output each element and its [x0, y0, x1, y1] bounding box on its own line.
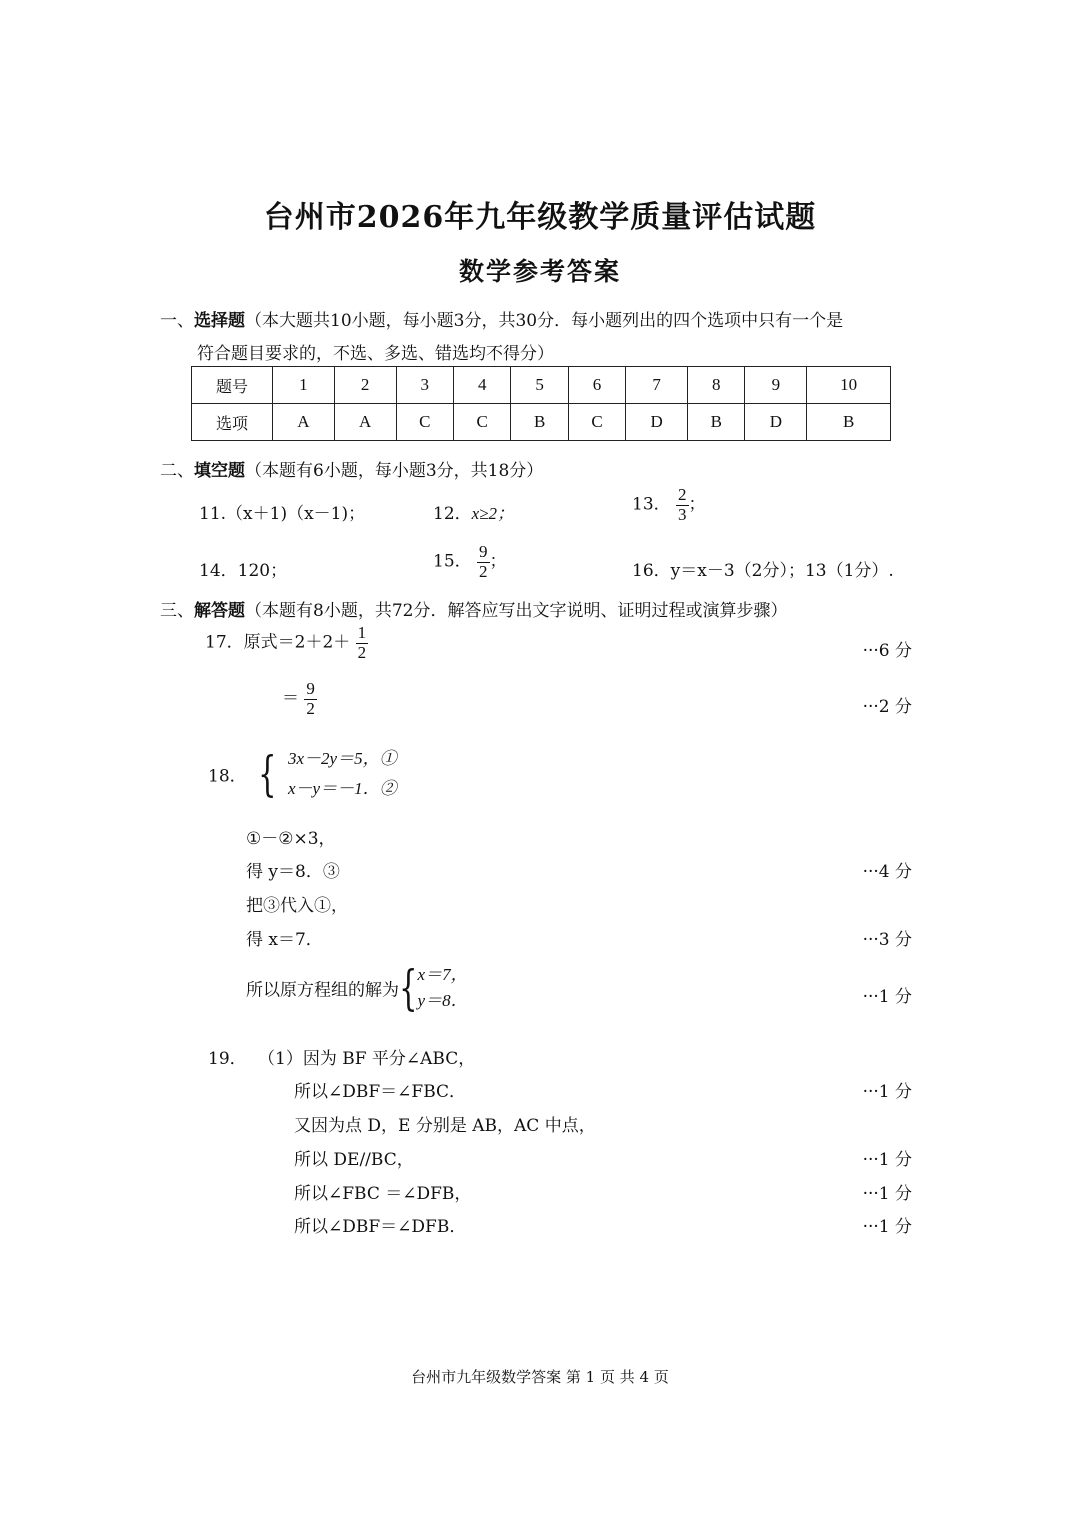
table-cell: 2: [334, 367, 396, 404]
section2-desc: （本题有6小题，每小题3分，共18分）: [245, 461, 544, 481]
q17-numerator2: 9: [306, 679, 315, 698]
table-cell: D: [626, 404, 688, 441]
table-header-cell: 题号: [192, 367, 273, 404]
table-cell: 6: [568, 367, 625, 404]
q13-fraction: [676, 486, 689, 524]
section3-desc: （本题有8小题，共72分．解答应写出文字说明、证明过程或演算步骤）: [245, 601, 788, 621]
section1-number: 一、: [160, 311, 194, 331]
table-cell: B: [511, 404, 568, 441]
q18-conclusion: [246, 962, 468, 1014]
answer-q11: 11.（x＋1)（x－1)；: [199, 504, 366, 524]
table-cell: C: [453, 404, 510, 441]
score-label: ···1 分: [862, 1150, 912, 1170]
table-cell: 8: [688, 367, 745, 404]
q15-tail: ；: [489, 551, 507, 572]
table-cell: 3: [396, 367, 453, 404]
q18-step4: 得 x＝7．: [246, 930, 323, 950]
table-header-cell: 选项: [192, 404, 273, 441]
table-cell: C: [568, 404, 625, 441]
section1-label: 选择题: [194, 311, 245, 331]
q19-number: 19．: [208, 1049, 247, 1069]
score-label: ···1 分: [862, 987, 912, 1007]
solution-1: x＝7，: [417, 965, 468, 984]
table-cell: 10: [807, 367, 891, 404]
answer-q16: 16．y＝x－3（2分）；13（1分）.: [632, 561, 894, 581]
q18-step3: 把③代入①，: [246, 896, 348, 916]
table-row: [192, 404, 891, 441]
section1-desc-line2: 符合题目要求的，不选、多选、错选均不得分）: [197, 344, 554, 364]
table-cell: C: [396, 404, 453, 441]
q15-fraction: [477, 543, 490, 581]
score-label: ···3 分: [862, 930, 912, 950]
q17-numerator1: 1: [357, 623, 367, 642]
solution-2: y＝8．: [417, 991, 468, 1010]
table-cell: B: [688, 404, 745, 441]
section3-heading: [160, 596, 787, 621]
score-label: ···6 分: [862, 641, 912, 661]
score-label: ···4 分: [862, 862, 912, 882]
q19-line5: 所以∠FBC ＝∠DFB，: [294, 1184, 472, 1204]
table-cell: 9: [745, 367, 807, 404]
document-subtitle: 数学参考答案: [458, 257, 621, 286]
q19-line1: （1）因为 BF 平分∠ABC，: [258, 1049, 476, 1069]
q17-line1: [205, 624, 368, 662]
q12-number: 12．: [433, 504, 472, 524]
q13-numerator: 2: [678, 485, 687, 504]
table-row: [192, 367, 891, 404]
equation-1: 3x－2y＝5，①: [288, 749, 397, 768]
q17-denominator2: 2: [306, 698, 315, 718]
q12-answer: x≥2；: [471, 504, 515, 523]
q19-line4: 所以 DE//BC，: [294, 1150, 414, 1170]
q17-denominator1: 2: [357, 642, 367, 662]
section1-desc: （本大题共10小题，每小题3分，共30分．每小题列出的四个选项中只有一个是: [245, 311, 844, 331]
answer-table: [191, 366, 891, 441]
q13-number: 13．: [632, 494, 671, 515]
section1-heading: [160, 306, 843, 331]
q15-number: 15．: [433, 551, 472, 572]
q13-tail: ；: [688, 494, 706, 515]
q17-fraction1: [356, 624, 369, 662]
table-cell: 4: [453, 367, 510, 404]
q18-number: 18．: [208, 766, 247, 787]
table-cell: 1: [273, 367, 335, 404]
answer-q13: [632, 486, 706, 524]
section2-label: 填空题: [194, 461, 245, 481]
left-brace-icon: {: [258, 746, 277, 802]
page-footer: 台州市九年级数学答案 第 1 页 共 4 页: [411, 1368, 669, 1386]
score-label: ···1 分: [862, 1082, 912, 1102]
q17-equals: ＝: [282, 688, 299, 709]
table-cell: 7: [626, 367, 688, 404]
q17-fraction2: [304, 680, 317, 718]
q15-denominator: 2: [479, 561, 488, 581]
document-title: 台州市2026年九年级教学质量评估试题: [263, 200, 817, 235]
section2-heading: [160, 456, 543, 481]
equation-2: x－y＝－1．②: [288, 779, 397, 798]
q19-line6: 所以∠DBF＝∠DFB．: [294, 1217, 467, 1237]
answer-q12: [433, 499, 514, 524]
q19-line2: 所以∠DBF＝∠FBC．: [294, 1082, 467, 1102]
section2-number: 二、: [160, 461, 194, 481]
q18-system: [208, 744, 397, 804]
score-label: ···2 分: [862, 697, 912, 717]
equation-system: [288, 744, 397, 804]
left-brace-icon: {: [399, 960, 418, 1016]
conclusion-text: 所以原方程组的解为: [246, 980, 399, 1001]
table-cell: A: [334, 404, 396, 441]
q17-prefix: 17．原式＝2＋2＋: [205, 632, 351, 653]
q19-line3: 又因为点 D，E 分别是 AB，AC 中点，: [294, 1116, 596, 1136]
q18-step1: ①－②×3，: [246, 829, 336, 849]
section3-label: 解答题: [194, 601, 245, 621]
table-cell: D: [745, 404, 807, 441]
q17-line2: [282, 680, 317, 718]
solution-system: [418, 962, 468, 1014]
section3-number: 三、: [160, 601, 194, 621]
answer-q14: 14．120；: [199, 561, 288, 581]
answer-q15: [433, 543, 507, 581]
table-cell: 5: [511, 367, 568, 404]
score-label: ···1 分: [862, 1184, 912, 1204]
table-cell: A: [273, 404, 335, 441]
table-cell: B: [807, 404, 891, 441]
q15-numerator: 9: [479, 542, 488, 561]
q18-step2: 得 y＝8．③: [246, 862, 340, 882]
score-label: ···1 分: [862, 1217, 912, 1237]
q13-denominator: 3: [678, 504, 687, 524]
